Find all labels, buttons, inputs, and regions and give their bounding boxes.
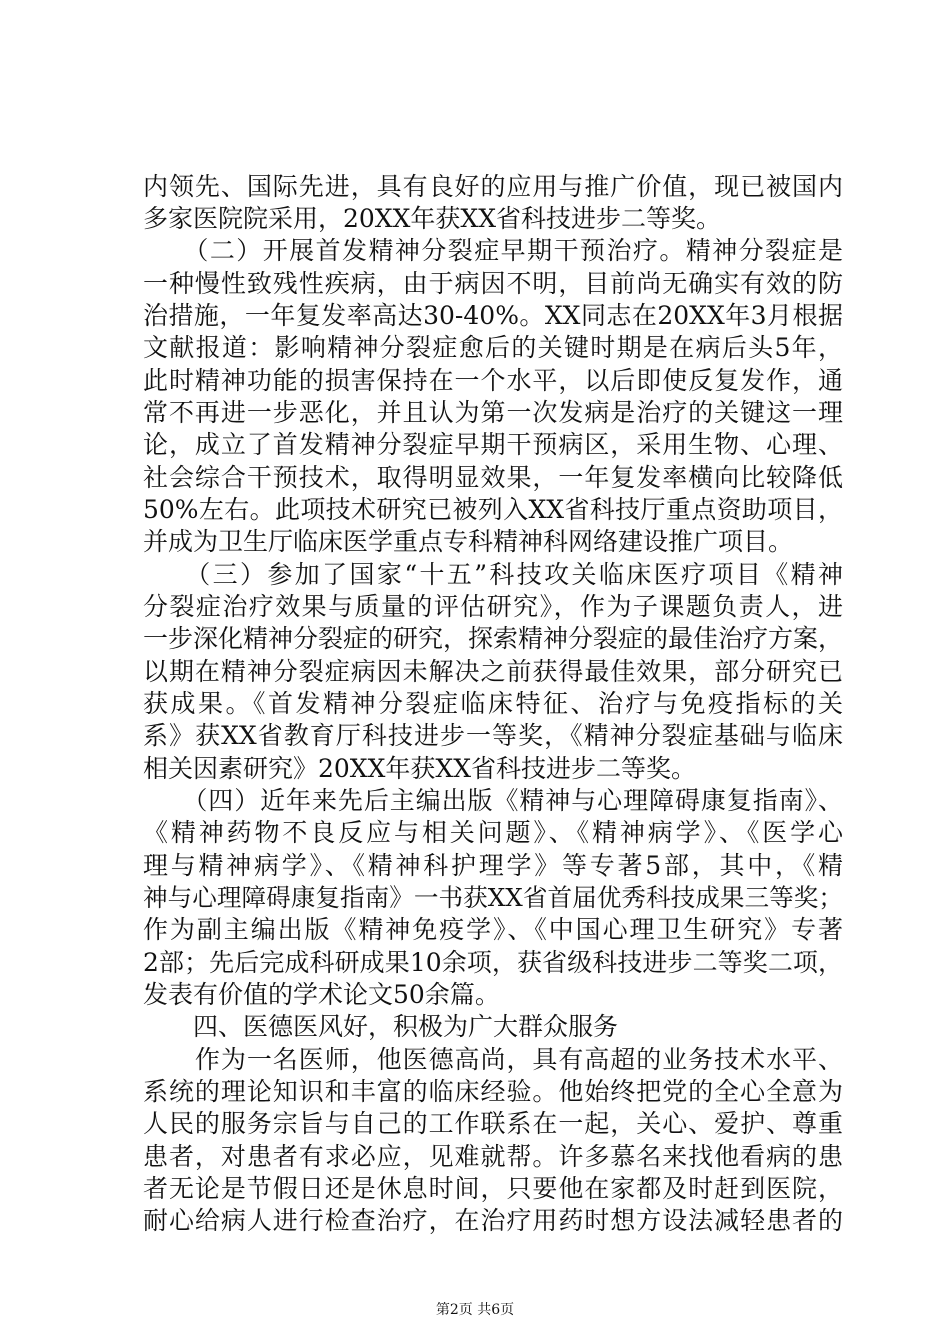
text-line: 文献报道：影响精神分裂症愈后的关键时期是在病后头5年，: [143, 333, 843, 362]
text-line: 获成果。《首发精神分裂症临床特征、治疗与免疫指标的关: [143, 689, 843, 718]
text-line: 理与精神病学》、《精神科护理学》等专著5部，其中，《精: [143, 851, 843, 880]
section-heading: 四、医德医风好，积极为广大群众服务: [143, 1012, 619, 1041]
text-line: 2部；先后完成科研成果10余项，获省级科技进步二等奖二项，: [143, 948, 843, 977]
text-line: （三）参加了国家“十五”科技攻关临床医疗项目《精神: [143, 560, 843, 589]
text-line: 50%左右。此项技术研究已被列入XX省科技厅重点资助项目，: [143, 495, 843, 524]
text-line: 分裂症治疗效果与质量的评估研究》，作为子课题负责人，进: [143, 592, 843, 621]
text-line: 系》获XX省教育厅科技进步一等奖，《精神分裂症基础与临床: [143, 721, 843, 750]
text-line: 一种慢性致残性疾病，由于病因不明，目前尚无确实有效的防: [143, 269, 843, 298]
text-line: 此时精神功能的损害保持在一个水平，以后即使反复发作，通: [143, 366, 843, 395]
text-line: 作为副主编出版《精神免疫学》、《中国心理卫生研究》专著: [143, 915, 843, 944]
text-line: 系统的理论知识和丰富的临床经验。他始终把党的全心全意为: [143, 1077, 843, 1106]
text-line: 以期在精神分裂症病因未解决之前获得最佳效果，部分研究已: [143, 657, 843, 686]
text-line: （二）开展首发精神分裂症早期干预治疗。精神分裂症是: [143, 236, 843, 265]
text-line: 耐心给病人进行检查治疗，在治疗用药时想方设法减轻患者的: [143, 1206, 843, 1235]
text-line: 《精神药物不良反应与相关问题》、《精神病学》、《医学心: [143, 818, 843, 847]
text-line: 常不再进一步恶化，并且认为第一次发病是治疗的关键这一理: [143, 398, 843, 427]
text-line: 一步深化精神分裂症的研究，探索精神分裂症的最佳治疗方案，: [143, 624, 844, 653]
text-line: 发表有价值的学术论文50余篇。: [143, 980, 500, 1009]
text-line: 作为一名医师，他医德高尚，具有高超的业务技术水平、: [143, 1045, 843, 1074]
text-line: （四）近年来先后主编出版《精神与心理障碍康复指南》、: [143, 786, 843, 815]
text-line: 多家医院院采用，20XX年获XX省科技进步二等奖。: [143, 204, 722, 233]
text-line: 治措施，一年复发率高达30-40%。XX同志在20XX年3月根据: [143, 301, 843, 330]
text-line: 患者，对患者有求必应，见难就帮。许多慕名来找他看病的患: [143, 1142, 843, 1171]
text-line: 社会综合干预技术，取得明显效果，一年复发率横向比较降低: [143, 463, 843, 492]
text-line: 并成为卫生厅临床医学重点专科精神科网络建设推广项目。: [143, 527, 794, 556]
text-line: 相关因素研究》20XX年获XX省科技进步二等奖。: [143, 754, 697, 783]
page-number-footer: 第2页 共6页: [435, 1302, 515, 1318]
text-line: 论，成立了首发精神分裂症早期干预病区，采用生物、心理、: [143, 430, 843, 459]
text-line: 者无论是节假日还是休息时间，只要他在家都及时赶到医院，: [143, 1174, 843, 1203]
text-line: 人民的服务宗旨与自己的工作联系在一起，关心、爱护、尊重: [143, 1109, 843, 1138]
text-line: 神与心理障碍康复指南》一书获XX省首届优秀科技成果三等奖；: [143, 883, 843, 912]
text-line: 内领先、国际先进，具有良好的应用与推广价值，现已被国内: [143, 172, 843, 201]
